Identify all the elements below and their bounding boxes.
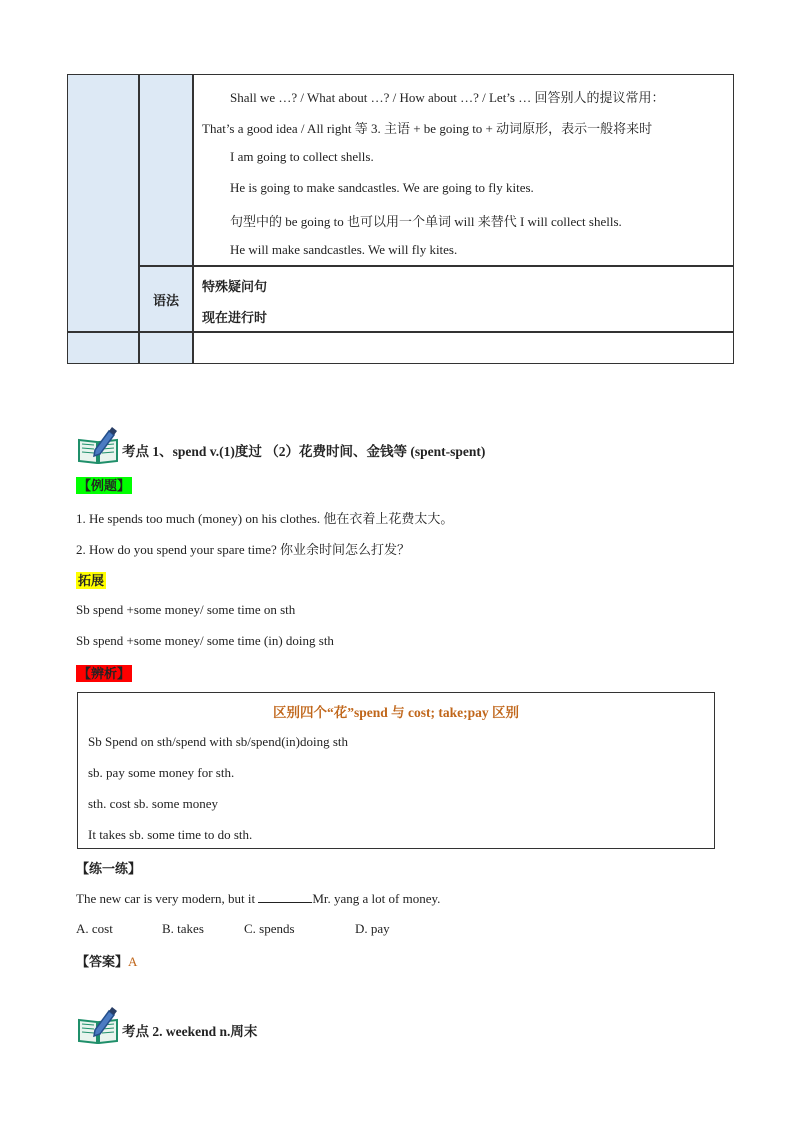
table-line: 特殊疑问句 xyxy=(202,279,268,294)
example-tag xyxy=(76,475,132,494)
answer-line xyxy=(76,951,137,970)
analysis-tag xyxy=(76,663,132,682)
comparison-line: It takes sb. some time to do sth. xyxy=(88,827,253,842)
practice-question xyxy=(76,890,440,907)
grammar-label: 语法 xyxy=(153,293,180,308)
table-cell-blank xyxy=(193,332,734,364)
comparison-title: 区别四个“花”spend 与 cost; take;pay 区别 xyxy=(272,705,519,720)
table-cell-label xyxy=(139,266,193,332)
answer-blank xyxy=(258,890,312,903)
option-a: A. cost xyxy=(76,921,113,936)
table-cell-content xyxy=(193,266,734,332)
table-cell-content xyxy=(193,74,734,266)
comparison-box xyxy=(77,692,715,849)
example-line: 2. How do you spend your spare time? 你业余时间怎么打发？ xyxy=(76,542,410,557)
comparison-line: sth. cost sb. some money xyxy=(88,796,218,811)
kaodian-1-title: 考点 1、spend v.(1)度过 （2）花费时间、金钱等 (spent-spent) xyxy=(122,444,486,459)
question-text-after: Mr. yang a lot of money. xyxy=(312,891,441,906)
practice-tag: 【练一练】 xyxy=(76,861,142,876)
kaodian-2-title: 考点 2. weekend n.周末 xyxy=(122,1024,258,1039)
option-b: B. takes xyxy=(162,921,204,936)
analysis-tag-label: 【辨析】 xyxy=(78,666,131,681)
extend-tag-label: 拓展 xyxy=(78,573,105,588)
example-tag-label: 【例题】 xyxy=(78,478,131,493)
book-pencil-icon xyxy=(76,426,120,464)
table-line: 现在进行时 xyxy=(202,310,268,325)
comparison-line: sb. pay some money for sth. xyxy=(88,765,235,780)
answer-tag: 【答案】 xyxy=(76,954,129,969)
table-cell-blank xyxy=(139,74,193,266)
table-line: I am going to collect shells. xyxy=(230,149,374,164)
grammar-table xyxy=(67,74,734,364)
extend-line: Sb spend +some money/ some time on sth xyxy=(76,602,296,617)
table-line: He will make sandcastles. We will fly kites. xyxy=(230,242,458,257)
question-text-before: The new car is very modern, but it xyxy=(76,891,259,906)
extend-line: Sb spend +some money/ some time (in) doing sth xyxy=(76,633,334,648)
book-pencil-icon xyxy=(76,1006,120,1044)
answer-value: A xyxy=(128,954,138,969)
table-cell-blank xyxy=(67,74,139,332)
table-line: Shall we …? / What about …? / How about …? / Let’s … 回答别人的提议常用： xyxy=(230,90,665,105)
table-cell-blank xyxy=(139,332,193,364)
table-line: 句型中的 be going to 也可以用一个单词 will 来替代 I will collect shells. xyxy=(230,214,622,229)
option-c: C. spends xyxy=(244,921,295,936)
option-d: D. pay xyxy=(355,921,390,936)
example-line: 1. He spends too much (money) on his clothes. 他在衣着上花费太大。 xyxy=(76,511,454,526)
extend-tag xyxy=(76,570,106,589)
table-line: That’s a good idea / All right 等 3. 主语 + be going to + 动词原形，表示一般将来时 xyxy=(202,121,653,136)
table-cell-blank xyxy=(67,332,139,364)
table-line: He is going to make sandcastles. We are going to fly kites. xyxy=(230,180,534,195)
comparison-line: Sb Spend on sth/spend with sb/spend(in)doing sth xyxy=(88,734,349,749)
